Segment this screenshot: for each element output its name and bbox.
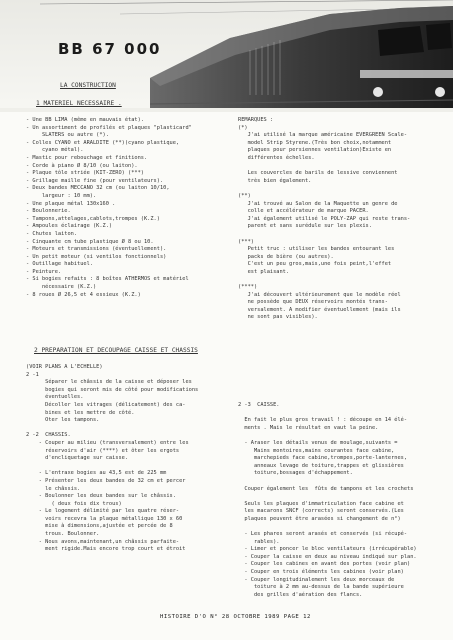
section2-line: d'encliquetage sur caisse.	[26, 455, 129, 462]
section23-line: En fait le plus gros travail ! : découpe en 14 élé-	[238, 417, 408, 424]
section2-line: ment rigide.Mais encore trop court et étroit	[26, 546, 186, 553]
materiel-item: - Chutes laiton.	[26, 230, 78, 237]
materiel-item: - Plaque tôle striée (KIT-ZERO) (***)	[26, 170, 144, 177]
section23-line: ments . Mais le résultat en vaut la peine.	[238, 424, 379, 431]
page-title: BB 67 000	[58, 40, 162, 58]
section2-line	[26, 463, 198, 471]
materiel-item: - Une BB LIMA (même en mauvais état).	[26, 117, 144, 123]
remarque-line: ne possède que DEUX réservoirs montés trans-	[238, 299, 388, 306]
materiel-item: - Un petit moteur (si ventilos fonctionnels)	[26, 253, 167, 260]
remarque-line: parent et sans surédule sur les plexis.	[238, 223, 372, 230]
section23-line: toiture,bossages d'échappement.	[238, 470, 353, 477]
section2-line: - Boulonner les deux bandes sur le châssis.	[26, 493, 176, 500]
section23-line: Mains montoires,mains courantes face cabine,	[238, 447, 395, 454]
materiel-item: - Corde à piano Ø 8/10 (ou laiton).	[26, 162, 138, 169]
remarque-line: plaques pour persiennes ventilation)Existe en	[238, 147, 392, 154]
materiel-item: - Peinture.	[26, 268, 62, 275]
section2-line: - L'entraxe bogies au 43,5 est de 225 mm	[26, 470, 167, 477]
section23-line: marchepieds face cabine,trompes,porte-lanternes,	[238, 455, 408, 462]
remarque-line	[238, 185, 410, 193]
section2-line: le châssis.	[26, 485, 81, 492]
section2-line: réservoirs d'air (****) et ôter les ergots	[26, 447, 180, 454]
section2-line: trous. Boulonner.	[26, 531, 100, 538]
materiel-item: - Outillage habituel.	[26, 261, 93, 268]
section-heading-preparation: 2 PREPARATION ET DECOUPAGE CAISSE ET CHASSIS	[34, 347, 198, 354]
materiel-item: - Boulonnerie.	[26, 208, 71, 215]
materiel-item: - Un assortiment de profilés et plaques "plasticard"	[26, 124, 192, 131]
remarque-line: ne sont pas visibles).	[238, 314, 318, 321]
materiel-item: largeur : 10 mm).	[26, 192, 97, 199]
section2-line: bogies qui seront mis de côté pour modifications	[26, 386, 199, 393]
section23-line	[238, 478, 417, 486]
section2-line: éventuelles.	[26, 394, 84, 401]
section-heading-construction: LA CONSTRUCTION	[60, 82, 116, 89]
section2-line: - Le logement délimité par les quatre réser-	[26, 508, 180, 515]
section2-line: voirs recevra la plaque métallique 130 x 60	[26, 515, 183, 522]
remarque-line: J'ai également utilisé le POLY-ZAP qui reste trans-	[238, 215, 411, 222]
materiel-list	[26, 117, 192, 299]
section23-line: les macarons SNCF (corrects) seront conservés.(Les	[238, 508, 404, 515]
remarques-block	[238, 117, 410, 322]
remarque-line: très bien également.	[238, 177, 312, 184]
remarque-line: Les couvercles de barils de lessive conviennent	[238, 170, 398, 177]
section23-line	[238, 493, 417, 501]
section2-line: mise à dimensions,ajustée et percée de 8	[26, 523, 173, 530]
remarque-line: différentes échelles.	[238, 154, 315, 161]
remarque-line: C'est un peu gros,mais,une fois peint,l'effet	[238, 261, 392, 268]
section23-line: anneaux levage de toiture,trappes et glissières	[238, 462, 404, 469]
section23-line: 2 -3 CAISSE.	[238, 402, 280, 408]
remarque-line	[238, 276, 410, 284]
section23-line: - Couper les cabines en avant des portes (voir plan)	[238, 561, 411, 568]
section2-line: - Couper au milieu (transversalement) entre les	[26, 439, 189, 446]
remarque-line: est plaisant.	[238, 268, 290, 275]
section23-line: - Couper la caisse en deux au niveau indiqué sur plan.	[238, 553, 417, 560]
section23-line: - Les phares seront arasés et conservés (si récupé-	[238, 531, 408, 538]
remarque-line: (*)	[238, 124, 248, 131]
section23-line	[238, 524, 417, 532]
section2-line: (VOIR PLANS A L'ECHELLE)	[26, 364, 103, 370]
section2-line: - Présenter les deux bandes de 32 cm et percer	[26, 477, 186, 484]
section23-line	[238, 432, 417, 440]
materiel-item: - Moteurs et transmissions (éventuellement).	[26, 246, 167, 253]
materiel-item: - Si bogies refaits : 8 boîtes ATHERMOS et matériel	[26, 276, 189, 283]
remarque-line: Petit truc : utiliser les bandes entourant les	[238, 246, 395, 253]
remarque-line: colle et accélérateur de marque PACER.	[238, 208, 369, 215]
section23-line: des grilles d'aération des flancs.	[238, 591, 363, 598]
section23-line: - Couper longitudinalement les deux morceaux de	[238, 576, 395, 583]
remarque-line: (**)	[238, 192, 251, 199]
materiel-item: SLATERS ou autre (*).	[26, 132, 109, 139]
section2-line: ( deux fois dix trous)	[26, 500, 122, 507]
remarque-line: packs de bière (ou autres).	[238, 253, 334, 260]
section2-text	[26, 364, 198, 554]
materiel-item: - Mastic pour rebouchage et finitions.	[26, 154, 148, 161]
section2-line: 2 -2 CHASSIS.	[26, 432, 71, 439]
materiel-item: - Ampoules éclairage (K.Z.)	[26, 223, 113, 230]
section23-line: - Araser les détails venus de moulage,suivants =	[238, 439, 398, 446]
section23-line: plaques peuvent être arasées si changement de n°)	[238, 515, 401, 522]
remarque-line	[238, 163, 410, 171]
remarque-line: REMARQUES :	[238, 117, 274, 123]
section23-line: - Couper en trois éléments les cabines (voir plan)	[238, 569, 404, 576]
remarque-line: J'ai utilisé la marque américaine EVERGREEN Scale-	[238, 132, 408, 139]
remarque-line: (***)	[238, 238, 254, 245]
materiel-item: nécessaire (K.Z.)	[26, 284, 97, 291]
section-heading-materiel-text: 1 MATERIEL NECESSAIRE .	[36, 100, 122, 107]
section23-line: Couper également les fûts de tampons et les crochets	[238, 485, 414, 492]
remarque-line: (****)	[238, 284, 258, 291]
materiel-item: - Tampons,attelages,cablots,trompes (K.Z.)	[26, 215, 160, 222]
section23-line: - Limer et poncer le bloc ventilateurs (irrécupérable)	[238, 546, 417, 553]
section2-line: Séparer le châssis de la caisse et déposer les	[26, 379, 192, 386]
remarque-line	[238, 231, 410, 239]
section23-line: rables).	[238, 538, 280, 545]
section2-line: Oter les tampons.	[26, 417, 100, 424]
materiel-item: - 8 roues Ø 26,5 et 4 essieux (K.Z.)	[26, 291, 141, 298]
remarque-line: versalement. A modifier éventuellement (mais ils	[238, 306, 401, 313]
materiel-item: cyano métal).	[26, 147, 84, 154]
remarque-line: J'ai trouvé au Salon de la Maquette un genre de	[238, 200, 398, 207]
materiel-item: - Grillage maille fine (pour ventilateurs).	[26, 177, 164, 184]
section23-text	[238, 402, 417, 599]
section23-line: Seuls les plaques d'immatriculation face cabine et	[238, 500, 404, 507]
section-heading-materiel	[36, 100, 122, 107]
materiel-item: - Une plaque métal 130x160 .	[26, 200, 116, 207]
section2-line: bines et les mettre de côté.	[26, 409, 135, 416]
section23-line: toiture à 2 mm au-dessus de la bande supérieure	[238, 584, 404, 591]
page-footer: HISTOIRE D'O N° 28 OCTOBRE 1989 PAGE 12	[160, 614, 311, 620]
section2-line: - Nous avons,maintenant,un châssis parfaite-	[26, 538, 180, 545]
materiel-item: - Deux bandes MECCANO 32 cm (ou laiton 10/10,	[26, 185, 170, 192]
section2-line: Décoller les vitrages (délicatement) des ca-	[26, 401, 186, 408]
section2-line	[26, 425, 198, 433]
materiel-item: - Cinquante cm tube plastique Ø 8 ou 10.	[26, 238, 154, 245]
section2-line: 2 -1	[26, 371, 39, 378]
remarque-line: J'ai découvert ultérieurement que le modèle réel	[238, 291, 401, 298]
remarque-line: model Strip Styrene.(Très bon choix,notamment	[238, 139, 392, 146]
materiel-item: - Colles CYANO et ARALDITE (**)(cyano plastique,	[26, 139, 180, 146]
